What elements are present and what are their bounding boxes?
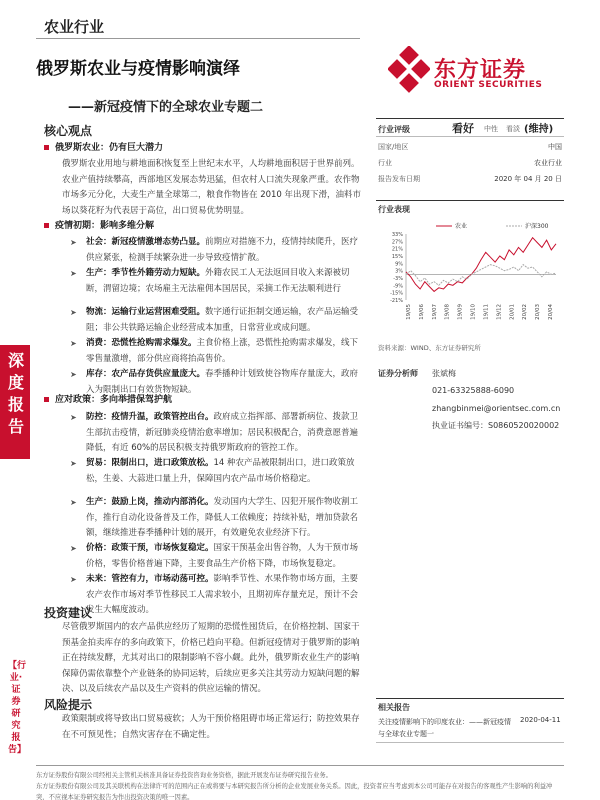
arrow-icon: ➤ <box>70 459 77 468</box>
x-tick-label: 19/09 <box>457 304 464 320</box>
legend-label: 沪深300 <box>525 223 549 230</box>
list-item-title: 生产：鼓励上岗，推动内部消化。 <box>86 497 214 507</box>
list-item-title: 防控：疫情升温，政策管控出台。 <box>86 412 214 422</box>
x-tick-label: 20/03 <box>535 304 542 320</box>
advice-body: 尽管俄罗斯国内的农产品供应经历了短期的恐慌性囤货后，在价格控制、国家干预基金拍卖库存的多向政策下，价格已趋向平稳。但新冠疫情对于俄罗斯的影响正在持续发酵，尤其对出口的限制影响不容小觑。此外，俄罗斯农业生产的影响保障仍需依靠整个产业链条的协同运转，后续应更多关注其劳动力短缺问题的解决、以及后续农产品以及生产资料的供应运输的情况。 <box>62 622 360 694</box>
list-item-title: 未来：管控有力，市场动荡可控。 <box>86 574 214 584</box>
rating-divider <box>376 136 564 137</box>
rating-row-value: 2020 年 04 月 20 日 <box>494 175 562 183</box>
rating-option-negative: 看淡 <box>506 125 520 133</box>
list-item-text: 国家干预基金出售谷物，人为干预市场价格，零售价格普遍下降，主要食品生产价格下降，市场恢复稳定。 <box>86 543 359 569</box>
list-item-title: 价格：政策干预，市场恢复稳定。 <box>86 543 214 553</box>
y-tick-label: -21% <box>390 298 403 304</box>
list-item-title: 消费：恐慌性抢购需求爆发。 <box>86 338 197 348</box>
legend-label: 农业 <box>455 223 468 230</box>
y-tick-label: 33% <box>391 232 403 238</box>
rating-row-value: 农业行业 <box>534 159 562 167</box>
list-item-text: 影响季节性、水果作物市场方面，主要农产农作市场对季节性移民工人需求较小，且期初库存量充足，预计不会发生大幅度波动。 <box>86 574 359 615</box>
rating-row-value: 中国 <box>548 143 562 151</box>
list-item-title: 物流：运输行业运营困难受阻。 <box>86 307 206 317</box>
risk-heading: 风险提示 <box>44 698 93 712</box>
report-title: 俄罗斯农业与疫情影响演绎 <box>36 59 240 79</box>
perf-divider <box>376 200 564 201</box>
list-item <box>70 336 366 367</box>
rating-row-key: 报告发布日期 <box>378 175 420 183</box>
y-tick-label: -9% <box>393 283 403 290</box>
list-item-text: 政府成立指挥部、部署新病位、拨款卫生部抗击疫情，新冠肺炎疫情治愈率增加；居民积极配合，消费意愿普遍降低，有近 60%的居民积极支持俄罗斯政府的管控工作。 <box>86 412 359 453</box>
x-tick-label: 20/01 <box>509 304 516 320</box>
y-tick-label: -15% <box>390 290 403 297</box>
core-point-1-body: 俄罗斯农业用地与耕地面积恢复至上世纪末水平，人均耕地面积居于世界前列。农业产值持续攀高，西部地区发展态势迅猛，但农村人口流失现象严重。农作物市场多元分化，大麦生产量全球第二，粮食作物皆在 2010 年出现下滑，油料市场以葵花籽为代表居于高位，出口贸易优势明显。 <box>62 159 362 216</box>
list-item-text: 数字通行证拒制交通运输，农产品运输受阻；非公共铁路运输企业经营成本加重，日常营业或成问题。 <box>86 307 359 333</box>
rating-row-key: 国家/地区 <box>378 143 409 151</box>
related-heading: 相关报告 <box>378 703 410 712</box>
rating-value: 看好 <box>452 122 474 135</box>
arrow-icon: ➤ <box>70 370 77 379</box>
list-item-title: 生产：季节性外籍劳动力短缺。 <box>86 268 206 278</box>
side-tab-text: 深度报告 <box>7 351 24 436</box>
footer-disclaimer <box>36 770 564 800</box>
y-tick-label: -3% <box>393 276 403 282</box>
y-tick-label: 9% <box>395 261 403 268</box>
list-item-text: 14 种农产品被限制出口，进口政策放松，生姜、大蒜进口量上升，保障国内农产品市场价格稳定。 <box>86 458 355 484</box>
rating-top-divider <box>376 118 564 119</box>
list-item-title: 贸易：限制出口，进口政策放松。 <box>86 458 214 468</box>
perf-heading: 行业表现 <box>378 205 410 214</box>
y-tick-label: 27% <box>391 239 403 246</box>
series-line-2 <box>406 265 556 286</box>
arrow-icon: ➤ <box>70 339 77 348</box>
analyst-label: 证券分析师 <box>378 369 418 378</box>
y-tick-label: 21% <box>391 246 403 253</box>
list-item-text: 春季播种计划致使谷物库存量庞大，政府入为限制出口有效货物短缺。 <box>86 369 359 395</box>
core-point-3-heading: 应对政策：多向举措保驾护航 <box>44 392 172 405</box>
list-item <box>70 495 366 542</box>
industry-label: 农业行业 <box>44 18 105 36</box>
analyst-cert: 执业证书编号：S0860520020002 <box>432 421 560 430</box>
arrow-icon: ➤ <box>70 575 77 584</box>
list-item <box>70 541 366 572</box>
x-tick-label: 20/02 <box>522 304 529 320</box>
list-item-title: 库存：农产品存货供应量庞大。 <box>86 369 206 379</box>
related-report-date: 2020-04-11 <box>520 716 561 724</box>
series-line-1 <box>406 238 556 292</box>
list-item <box>70 572 366 619</box>
x-tick-label: 19/06 <box>418 304 425 320</box>
risk-body: 政策限制或将导致出口贸易疲软；人为干预价格阻碍市场正常运行；防控效果存在不可预见性；自然灾害存在不确定性。 <box>62 714 360 740</box>
header-divider <box>36 38 360 39</box>
x-tick-label: 19/08 <box>444 304 451 320</box>
rating-row-key: 行业 <box>378 159 392 167</box>
analyst-phone: 021-63325888-6090 <box>432 386 515 395</box>
list-item-text: 外籍农民工人无法返回目收入来源被切断，渭留边境；农场雇主无法雇佣本国居民，采摘工作无法顺利进行 <box>86 268 350 294</box>
core-heading: 核心观点 <box>44 124 93 138</box>
x-tick-label: 19/07 <box>431 304 438 320</box>
x-tick-label: 19/05 <box>406 304 412 320</box>
industry-performance-chart <box>376 218 564 338</box>
arrow-icon: ➤ <box>70 269 77 278</box>
related-report-link[interactable]: 关注疫情影响下的印度农业：——新冠疫情与全球农业专题一 <box>378 718 511 738</box>
rating-option-neutral: 中性 <box>484 125 498 133</box>
y-tick-label: 3% <box>395 268 403 275</box>
list-item <box>70 235 366 266</box>
arrow-icon: ➤ <box>70 544 77 553</box>
side-series-label: 【行业·证券研究报告】 <box>8 661 27 755</box>
x-tick-label: 19/11 <box>483 304 490 320</box>
footer-divider <box>36 765 564 766</box>
list-item <box>70 266 366 297</box>
list-item-title: 社会：新冠疫情激增态势凸显。 <box>86 237 206 247</box>
core-point-1-heading: 俄罗斯农业：仍有巨大潜力 <box>44 140 163 153</box>
brand-name-en: ORIENT SECURITIES <box>434 80 543 90</box>
list-item-text: 发动国内大学生、囚犯开展作物收割工作，推行自动化设备普及工作，降低人工依赖度；持续补贴，增加贷款名额，继续推进春季播种计划的展开，有效避免农业经济下行。 <box>86 497 359 538</box>
chart-source: 资料来源：WIND、东方证券研究所 <box>378 344 481 352</box>
x-tick-label: 19/12 <box>496 304 503 320</box>
rating-keep: (维持) <box>524 124 554 135</box>
arrow-icon: ➤ <box>70 498 77 507</box>
arrow-icon: ➤ <box>70 238 77 247</box>
related-bottom-divider <box>376 742 564 743</box>
analyst-email[interactable]: zhangbinmei@orientsec.com.cn <box>432 404 561 413</box>
advice-heading: 投资建议 <box>44 606 93 620</box>
footer-line-1: 东方证券股份有限公司经相关主管机关核准具备证券投资咨询业务资格，据此开展发布证券研究报告业务。 <box>36 772 332 779</box>
x-tick-label: 19/10 <box>470 304 477 320</box>
x-tick-label: 20/04 <box>548 304 554 320</box>
brand-name-cn: 东方证券 <box>434 58 527 83</box>
list-item <box>70 456 366 487</box>
arrow-icon: ➤ <box>70 413 77 422</box>
report-subtitle: ——新冠疫情下的全球农业专题二 <box>68 100 264 115</box>
orient-securities-logo-icon <box>388 46 430 96</box>
list-item <box>70 410 366 457</box>
list-item <box>70 305 366 336</box>
analyst-name: 张斌梅 <box>432 369 456 378</box>
arrow-icon: ➤ <box>70 308 77 317</box>
related-divider <box>376 698 564 699</box>
rating-label: 行业评级 <box>378 125 410 134</box>
y-tick-label: 15% <box>391 254 403 260</box>
list-item-text: 前期应对措施不力，疫情持续爬升，医疗供应紧张，检测手续繁杂进一步导致疫情扩散。 <box>86 237 359 263</box>
core-point-2-heading: 疫情初期：影响多维分解 <box>44 218 154 231</box>
list-item-text: 主食价格上涨，恐慌性抢购需求爆发，线下零售量激增，部分供应商将抬高售价。 <box>86 338 359 364</box>
footer-line-2: 东方证券股份有限公司及其关联机构在法律许可的范围内正在或将要与本研究报告所分析的企业发展业务关系。因此，投资者应当考虑到本公司可能存在对报告的客观性产生影响的利益冲突，不应视本证券研究报告为作出投资决策的唯一因素。 <box>36 783 553 800</box>
